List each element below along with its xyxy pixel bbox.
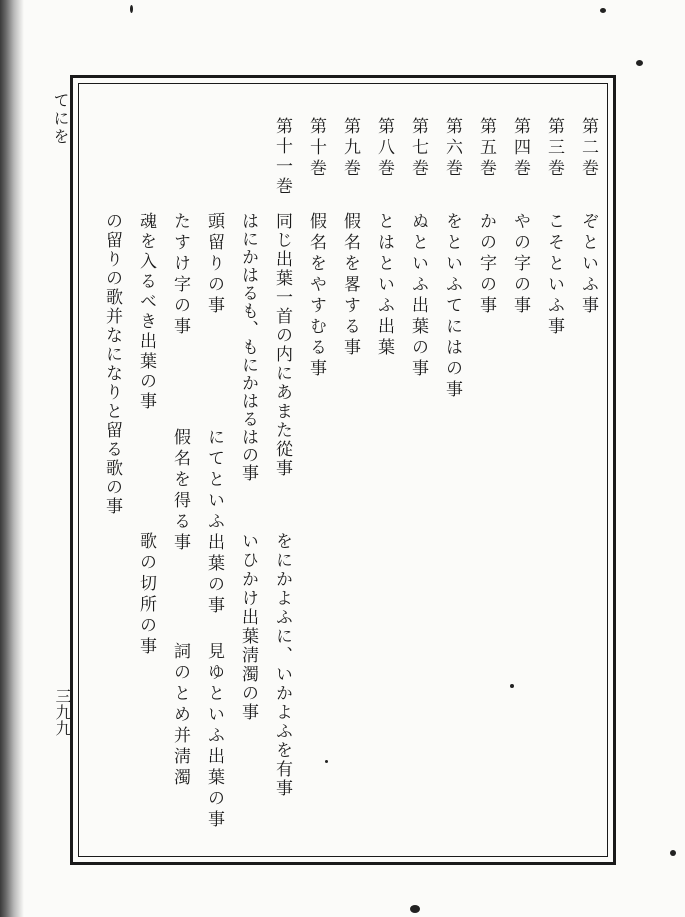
toc-entry: やの字の事 — [510, 212, 530, 317]
toc-entry: はにかはるも、もにかはるはの事 — [238, 212, 258, 482]
toc-entry: かの字の事 — [476, 212, 496, 317]
scan-speck — [130, 5, 133, 13]
page-number: 三九九 — [53, 688, 72, 736]
toc-entry: こそといふ事 — [544, 212, 564, 338]
toc-entry: 假名を得る事 — [170, 428, 190, 554]
toc-entry: をといふてにはの事 — [442, 212, 462, 401]
scan-speck — [636, 60, 643, 66]
toc-entry: 假名をやすむる事 — [306, 212, 326, 380]
volume-label: 第四巻 — [510, 117, 530, 180]
volume-label: 第五巻 — [476, 117, 496, 180]
toc-entry: にてといふ出葉の事 — [204, 428, 224, 617]
running-head: てにを — [51, 92, 70, 146]
toc-entry: ぞといふ事 — [578, 212, 598, 317]
scan-speck — [670, 850, 676, 856]
scan-speck — [410, 905, 420, 913]
toc-entry: 詞のとめ并淸濁 — [170, 642, 190, 789]
volume-label: 第七巻 — [408, 117, 428, 180]
book-binding-edge — [0, 0, 24, 917]
toc-entry: をにかよふに、いかよふを有事 — [272, 532, 292, 798]
volume-label: 第九巻 — [340, 117, 360, 180]
toc-entry: 同じ出葉一首の内にあまた從事 — [272, 212, 292, 478]
volume-label: 第十巻 — [306, 117, 326, 180]
scan-speck — [600, 8, 606, 13]
scan-speck — [325, 760, 328, 763]
toc-entry: ぬといふ出葉の事 — [408, 212, 428, 380]
toc-entry: とはといふ出葉 — [374, 212, 394, 359]
volume-label: 第八巻 — [374, 117, 394, 180]
toc-entry: 見ゆといふ出葉の事 — [204, 642, 224, 831]
page-frame-inner — [78, 83, 608, 857]
scan-speck — [510, 684, 514, 688]
toc-entry: 歌の切所の事 — [136, 532, 156, 658]
toc-entry: 魂を入るべき出葉の事 — [136, 212, 156, 412]
volume-label: 第十一巻 — [272, 117, 292, 197]
toc-entry: 頭留りの事 — [204, 212, 224, 317]
volume-label: 第三巻 — [544, 117, 564, 180]
toc-entry: の留りの歌并なになりと留る歌の事 — [102, 212, 122, 516]
volume-label: 第六巻 — [442, 117, 462, 180]
toc-entry: 假名を畧する事 — [340, 212, 360, 359]
toc-entry: いひかけ出葉淸濁の事 — [238, 532, 258, 722]
volume-label: 第二巻 — [578, 117, 598, 180]
toc-entry: たすけ字の事 — [170, 212, 190, 338]
